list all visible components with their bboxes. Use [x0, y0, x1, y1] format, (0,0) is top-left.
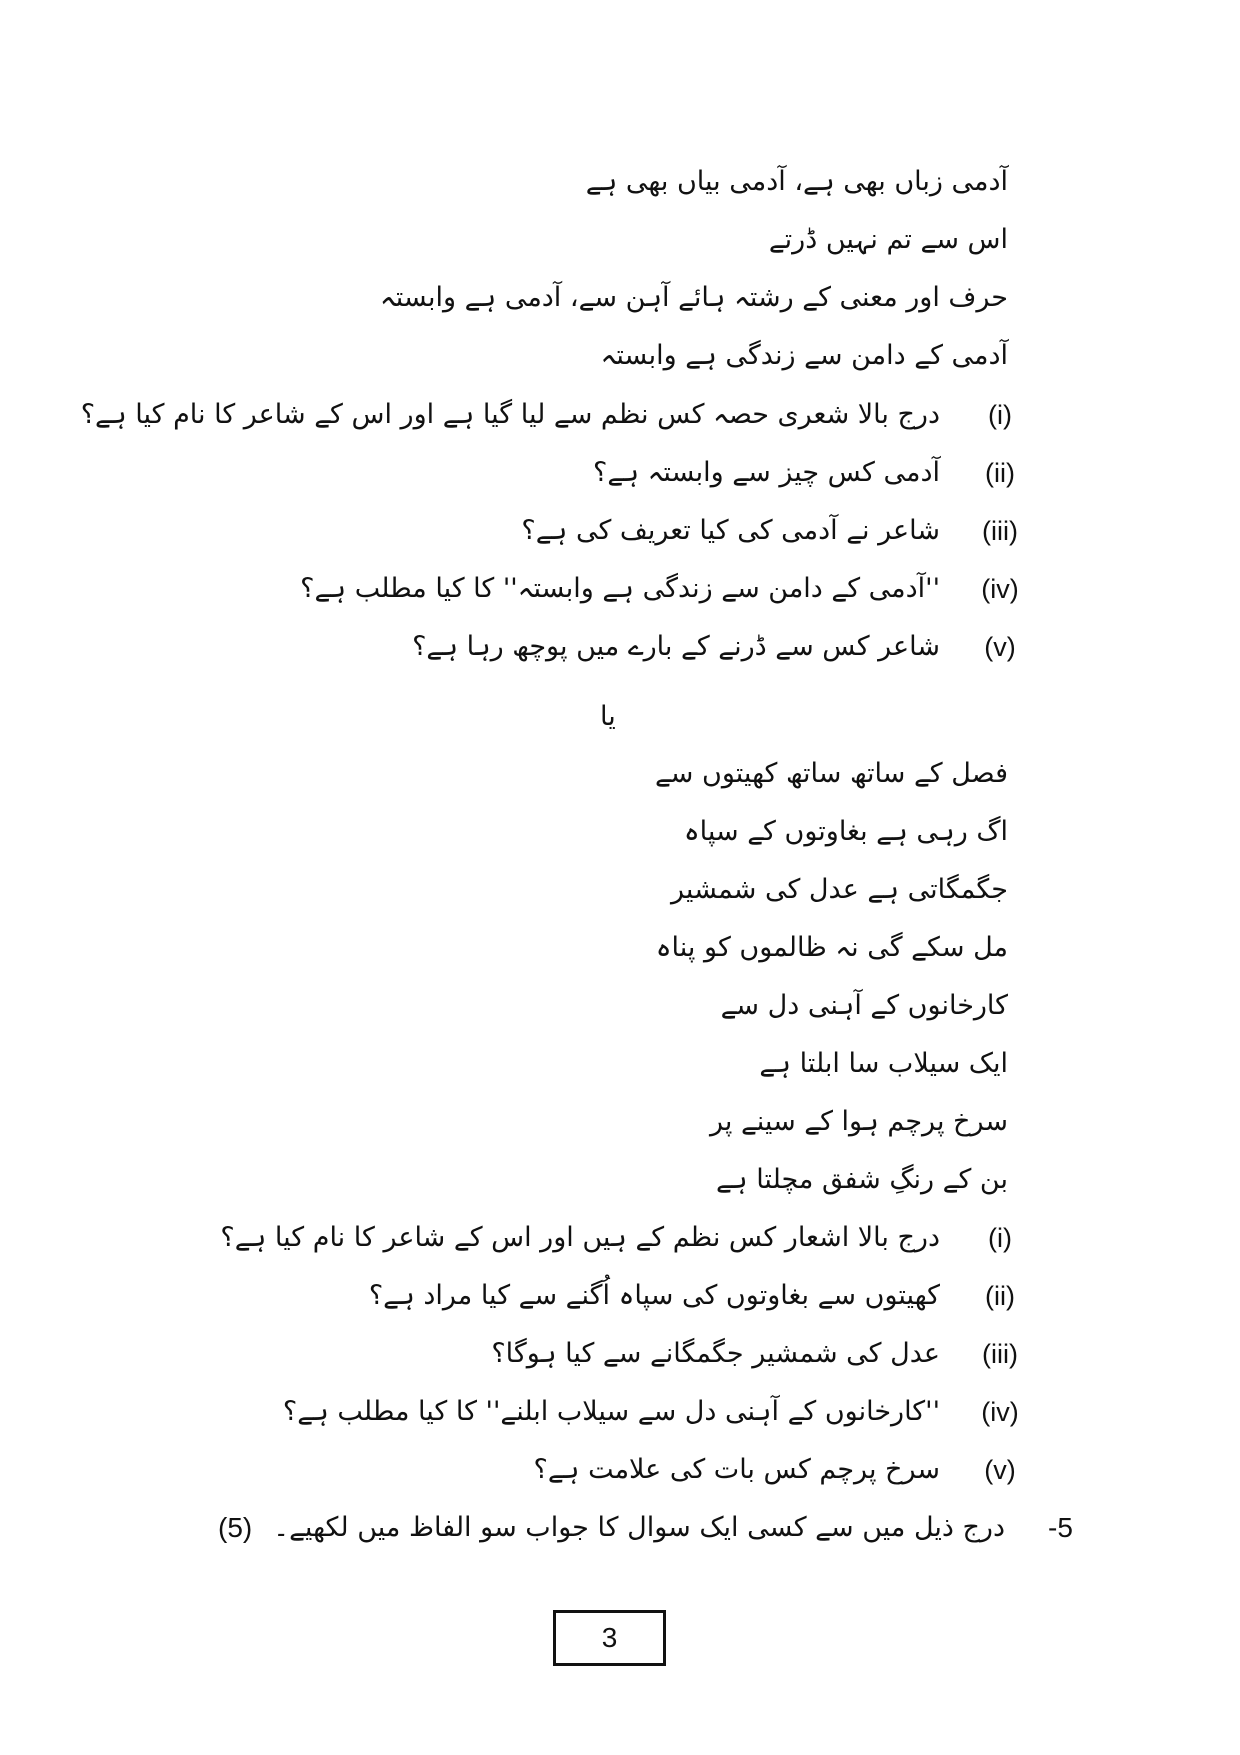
poem1-q3-text: شاعر نے آدمی کی کیا تعریف کی ہے؟: [521, 515, 940, 546]
poem1-line-4: آدمی کے دامن سے زندگی ہے وابستہ: [600, 340, 1008, 371]
poem2-line-6: ایک سیلاب سا ابلتا ہے: [759, 1048, 1008, 1079]
poem1-line-2: اس سے تم نہیں ڈرتے: [768, 224, 1008, 255]
question5-text: درج ذیل میں سے کسی ایک سوال کا جواب سو الفاظ میں لکھیے۔: [273, 1512, 1005, 1543]
poem1-q5-text: شاعر کس سے ڈرنے کے بارے میں پوچھ رہا ہے؟: [412, 631, 940, 662]
poem1-line-1: آدمی زباں بھی ہے، آدمی بیاں بھی ہے: [585, 166, 1008, 197]
poem2-line-4: مل سکے گی نہ ظالموں کو پناہ: [655, 932, 1008, 963]
poem2-q4-text: ''کارخانوں کے آہنی دل سے سیلاب ابلنے'' کا کیا مطلب ہے؟: [282, 1396, 940, 1427]
poem1-q2-text: آدمی کس چیز سے وابستہ ہے؟: [593, 457, 940, 488]
poem1-q4-text: ''آدمی کے دامن سے زندگی ہے وابستہ'' کا کیا مطلب ہے؟: [300, 573, 940, 604]
poem2-q5-text: سرخ پرچم کس بات کی علامت ہے؟: [533, 1454, 940, 1485]
poem2-q2-number: (ii): [985, 1281, 1015, 1311]
question5-marks: (5): [218, 1512, 253, 1543]
poem2-line-2: اگ رہی ہے بغاوتوں کے سپاہ: [683, 816, 1008, 847]
or-label: یا: [600, 701, 616, 732]
poem2-line-7: سرخ پرچم ہوا کے سینے پر: [709, 1106, 1008, 1137]
poem1-q4-number: (iv): [981, 574, 1019, 604]
poem2-q3-number: (iii): [982, 1339, 1018, 1369]
poem2-line-5: کارخانوں کے آہنی دل سے: [720, 990, 1008, 1021]
poem2-line-8: بن کے رنگِ شفق مچلتا ہے: [715, 1164, 1008, 1195]
poem1-q1-number: (i): [988, 400, 1012, 430]
poem1-q3-number: (iii): [982, 516, 1018, 546]
poem2-line-3: جگمگاتی ہے عدل کی شمشیر: [671, 874, 1008, 905]
page-number-box: 3: [553, 1610, 666, 1666]
poem2-q4-number: (iv): [981, 1397, 1019, 1427]
poem2-q3-text: عدل کی شمشیر جگمگانے سے کیا ہوگا؟: [491, 1338, 940, 1369]
poem1-line-3: حرف اور معنی کے رشتہ ہائے آہن سے، آدمی ہے وابستہ: [379, 282, 1008, 313]
poem1-q5-number: (v): [984, 632, 1016, 662]
poem2-q5-number: (v): [984, 1455, 1016, 1485]
poem1-q1-text: درج بالا شعری حصہ کس نظم سے لیا گیا ہے اور اس کے شاعر کا نام کیا ہے؟: [80, 399, 940, 430]
poem2-q1-number: (i): [988, 1223, 1012, 1253]
question5-number: -5: [1048, 1512, 1073, 1543]
poem2-q2-text: کھیتوں سے بغاوتوں کی سپاہ اُگنے سے کیا مراد ہے؟: [368, 1280, 940, 1311]
poem2-line-1: فصل کے ساتھ ساتھ کھیتوں سے: [654, 758, 1008, 789]
poem2-q1-text: درج بالا اشعار کس نظم کے ہیں اور اس کے شاعر کا نام کیا ہے؟: [220, 1222, 940, 1253]
poem1-q2-number: (ii): [985, 458, 1015, 488]
